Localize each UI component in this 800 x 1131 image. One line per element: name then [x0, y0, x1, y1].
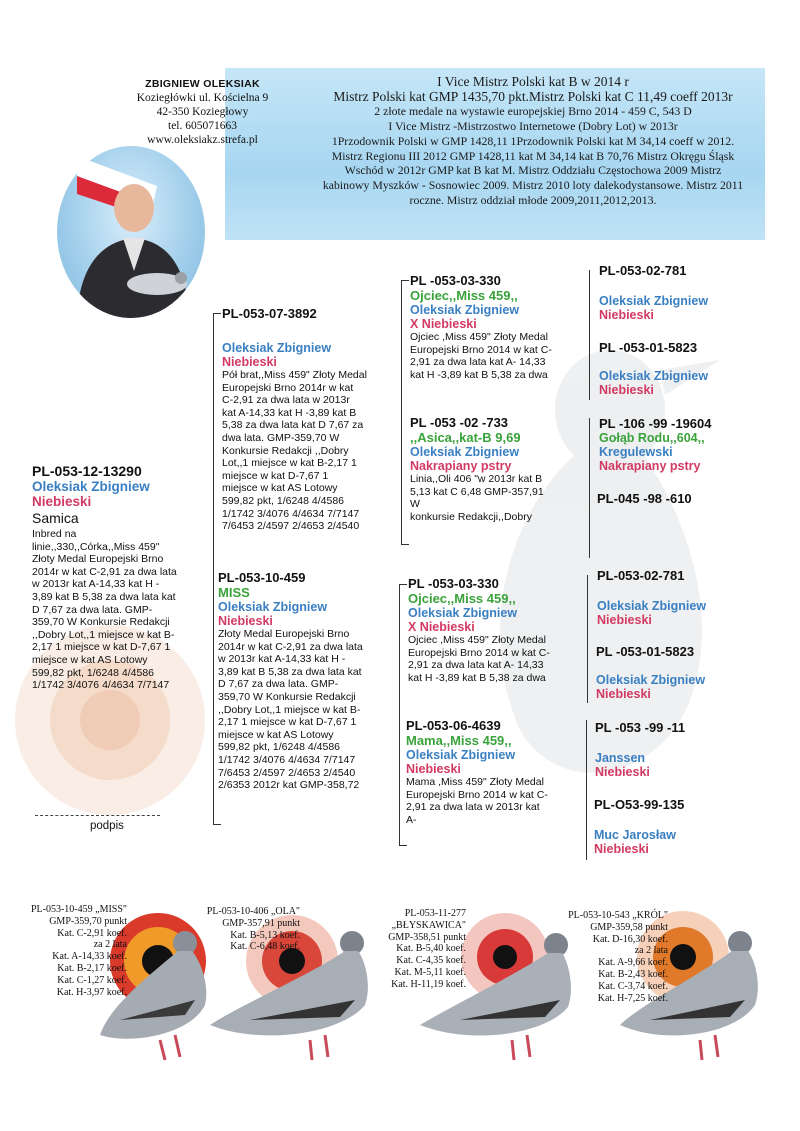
bird-caption-1: PL-053-10-459 „MISS" GMP-359,70 punkt Kat. C-2,91 koef. za 2 lata Kat. A-14,33 koef. Kat. B-2,17 koef. Kat. C-1,27 koef. Kat. H-3,97 koef.: [30, 904, 127, 998]
main-pigeon-description: Inbred na linie,,330,,Córka,,Miss 459" Złoty Medal Europejski Brno 2014r w kat C-2,91 za dwa lata w 2013r kat A-14,33 kat H - 3,89 kat B 5,38 za dwa lata kat D 7,67 za dwa lata. GMP- 359,70 W Konkursie Redakcji ,,Dobry Lot,,1 miejsce w kat B- 2,17 1 miejsce w kat D-7,67 1 miejsce w kat AS Lotowy 599,82 pkt, 1/6248 4/4586 1/1742 3/4076 4/4634 7/7147: [32, 528, 177, 692]
gg-card-7: [595, 720, 785, 779]
fm-color: Nakrapiany pstry: [410, 459, 512, 473]
mother-description: Złoty Medal Europejski Brno 2014r w kat C-2,91 za dwa lata w 2013r kat A-14,33 kat H - 3,89 kat B 5,38 za dwa lata kat D 7,67 za dwa lata. GMP- 359,70 W Konkursie Redakcji ,,Dobry Lot,,1 miejsce w kat B- 2,17 1 miejsce w kat D-7,67 1 miejsce w kat AS Lotowy 599,82 pkt, 1/6248 4/4586 1/1742 3/4076 4/4634 7/7147 7/6453 2/4597 2/4653 2/4540 2/6353 2012r kat GMP-358,72: [218, 628, 363, 792]
gg-id: PL-O53-99-135: [594, 797, 685, 812]
gg-card-5: [597, 568, 787, 627]
mf-description: Ojciec ,Miss 459" Złoty Medal Europejski Brno 2014 w kat C- 2,91 za dwa lata kat A- 14,33 kat H -3,89 kat B 5,38 za dwa: [408, 634, 550, 684]
bracket-gg1: [589, 270, 590, 400]
achievement-line: Mistrz Regionu III 2012 GMP 1428,11 kat M 34,14 kat B 70,76 Mistrz Okręgu Śląsk: [331, 148, 735, 163]
signature-line: [35, 815, 160, 816]
achievement-line: kabinowy Myszków - Sosnowiec 2009. Mistrz 2010 loty dalekodystansowe. Mistrz 2011: [322, 177, 744, 192]
fm-owner: Oleksiak Zbigniew: [410, 445, 520, 459]
mother-owner: Oleksiak Zbigniew: [218, 600, 328, 614]
mm-name: Mama,,Miss 459,,: [406, 733, 512, 748]
owner-contact: [105, 77, 300, 147]
gg-owner: Oleksiak Zbigniew: [596, 673, 706, 687]
main-pigeon-sex: Samica: [32, 510, 79, 526]
mother-color: Niebieski: [218, 614, 273, 628]
gg-color: Niebieski: [596, 687, 651, 701]
gg-owner: Kregulewski: [599, 445, 673, 459]
bird-caption-3: PL-053-11-277 „BŁYSKAWICA" GMP-358,51 punkt Kat. B-5,40 koef. Kat. C-4,35 koef. Kat. M-5,11 koef. Kat. H-11,19 koef.: [388, 908, 466, 990]
bracket-mother-top: [399, 584, 407, 585]
fm-id: PL -053 -02 -733: [410, 415, 509, 430]
gg-card-4: [597, 491, 787, 506]
main-pigeon-card: [32, 463, 212, 692]
bracket-mother-bottom: [399, 845, 407, 846]
gg-color: Niebieski: [597, 613, 652, 627]
achievement-line: 1Przodownik Polski w GMP 1428,11 1Przodownik Polski kat M 34,14 coeff w 2012.: [331, 133, 735, 148]
bracket-gg4: [586, 720, 587, 860]
gg-color: Nakrapiany pstry: [599, 459, 701, 473]
owner-address: Koziegłówki ul. Kościelna 9: [136, 92, 269, 104]
mother-name: MISS: [218, 585, 250, 600]
gg-color: Niebieski: [595, 765, 650, 779]
owner-name: ZBIGNIEW OLEKSIAK: [145, 78, 260, 90]
fm-name: ,,Asica,,kat-B 9,69: [410, 430, 521, 445]
mm-card: [406, 718, 582, 826]
achievements-list: [300, 75, 766, 207]
father-id: PL-053-07-3892: [222, 306, 317, 321]
gg-id: PL-045 -98 -610: [597, 491, 692, 506]
achievement-line: 2 złote medale na wystawie europejskiej Brno 2014 - 459 C, 543 D: [374, 104, 692, 119]
owner-photo: [57, 146, 205, 318]
father-color: Niebieski: [222, 355, 277, 369]
gg-color: Niebieski: [594, 842, 649, 856]
mother-id: PL-053-10-459: [218, 570, 306, 585]
gg-color: Niebieski: [599, 308, 654, 322]
gg-id: PL -053-01-5823: [596, 644, 695, 659]
ff-owner: Oleksiak Zbigniew: [410, 303, 520, 317]
owner-postal: 42-350 Koziegłowy: [156, 106, 249, 118]
gg-id: PL -106 -99 -19604: [599, 416, 712, 431]
bracket-father-bottom: [401, 544, 409, 545]
bracket-mother-vertical: [399, 584, 400, 846]
fm-card: [410, 415, 586, 523]
bracket-father-vertical: [401, 280, 402, 545]
achievement-line: Wschód w 2012r GMP kat B kat M. Mistrz Oddziału Częstochowa 2009 Mistrz: [344, 163, 722, 178]
father-card: [222, 306, 398, 533]
fm-description: Linia,,Oli 406 "w 2013r kat B 5,13 kat C 6,48 GMP-357,91 W konkursie Redakcji,,Dobry: [410, 473, 544, 523]
bracket-main-top: [213, 313, 221, 314]
gg-owner: Muc Jarosław: [594, 828, 676, 842]
gg-card-2: [599, 340, 789, 397]
gg-card-3: [599, 416, 789, 473]
gg-card-1: [599, 263, 789, 322]
bird-caption-4: PL-053-10-543 „KRÓL" GMP-359,58 punkt Kat. D-16,30 koef. za 2 lata Kat. A-9,66 koef. Kat. B-2,43 koef. Kat. C-3,74 koef. Kat. H-7,25 koef.: [568, 910, 668, 1004]
father-description: Pół brat,,Miss 459" Złoty Medal Europejski Brno 2014r w kat C-2,91 za dwa lata w 2013r kat A-14,33 kat H -3,89 kat B 5,38 za dwa lata kat D 7,67 za dwa lata. GMP-359,70 W Konkursie Redakcji ,,Dobry Lot,,1 miejsce w kat B-2,17 1 miejsce w kat D-7,67 1 miejsce w kat AS Lotowy 599,82 pkt, 1/6248 4/4586 1/1742 3/4076 4/4634 7/7147 7/6453 2/4597 2/4653 2/4540: [222, 369, 367, 533]
ff-name: Ojciec,,Miss 459,,: [410, 288, 518, 303]
achievement-line: Mistrz Polski kat GMP 1435,70 pkt.Mistrz Polski kat C 11,49 coeff 2013r: [333, 88, 733, 104]
gg-card-6: [596, 644, 786, 701]
ff-id: PL -053-03-330: [410, 273, 501, 288]
mother-card: [218, 570, 396, 792]
gg-owner: Oleksiak Zbigniew: [599, 369, 709, 383]
gg-id: PL-053-02-781: [599, 263, 687, 278]
gg-owner: Oleksiak Zbigniew: [597, 599, 707, 613]
achievement-line: roczne. Mistrz oddział młode 2009,2011,2012,2013.: [409, 192, 657, 207]
mf-card: [408, 576, 584, 684]
mf-name: Ojciec,,Miss 459,,: [408, 591, 516, 606]
signature-label: podpis: [90, 820, 124, 832]
main-pigeon-color: Niebieski: [32, 494, 92, 509]
father-owner: Oleksiak Zbigniew: [222, 341, 332, 355]
mm-description: Mama ,Miss 459" Złoty Medal Europejski Brno 2014 w kat C- 2,91 za dwa lata w 2013r kat A-: [406, 776, 548, 826]
bird-caption-2: PL-053-10-406 „OLA" GMP-357,91 punkt Kat. B-5,13 koef. Kat. C-6,48 koef.: [206, 906, 300, 953]
bracket-main-vertical: [213, 313, 214, 825]
main-pigeon-owner: Oleksiak Zbigniew: [32, 479, 150, 494]
main-pigeon-id: PL-053-12-13290: [32, 463, 142, 479]
gg-id: PL-053-02-781: [597, 568, 685, 583]
bracket-main-bottom: [213, 824, 221, 825]
bracket-father-top: [401, 280, 409, 281]
mf-owner: Oleksiak Zbigniew: [408, 606, 518, 620]
bracket-gg2: [589, 418, 590, 558]
owner-phone: tel. 605071663: [168, 120, 237, 132]
mf-color: X Niebieski: [408, 620, 475, 634]
ff-color: X Niebieski: [410, 317, 477, 331]
ff-card: [410, 273, 586, 381]
mf-id: PL -053-03-330: [408, 576, 499, 591]
owner-portrait-icon: [57, 146, 205, 318]
gg-id: PL -053-01-5823: [599, 340, 698, 355]
mm-id: PL-053-06-4639: [406, 718, 501, 733]
gg-color: Niebieski: [599, 383, 654, 397]
ff-description: Ojciec ,Miss 459" Złoty Medal Europejski Brno 2014 w kat C- 2,91 za dwa lata kat A- 14,33 kat H -3,89 kat B 5,38 za dwa: [410, 331, 552, 381]
gg-owner: Janssen: [595, 751, 646, 765]
bracket-gg3: [587, 575, 588, 703]
gg-owner: Oleksiak Zbigniew: [599, 294, 709, 308]
owner-website: www.oleksiakz.strefa.pl: [147, 134, 258, 146]
achievement-line: I Vice Mistrz -Mistrzostwo Internetowe (Dobry Lot) w 2013r: [388, 119, 678, 134]
gg-id: PL -053 -99 -11: [595, 720, 686, 735]
gg-card-8: [594, 797, 784, 856]
mm-color: Niebieski: [406, 762, 461, 776]
mm-owner: Oleksiak Zbigniew: [406, 748, 516, 762]
gg-name: Gołąb Rodu,,604,,: [599, 431, 705, 445]
achievement-line: I Vice Mistrz Polski kat B w 2014 r: [437, 74, 629, 89]
